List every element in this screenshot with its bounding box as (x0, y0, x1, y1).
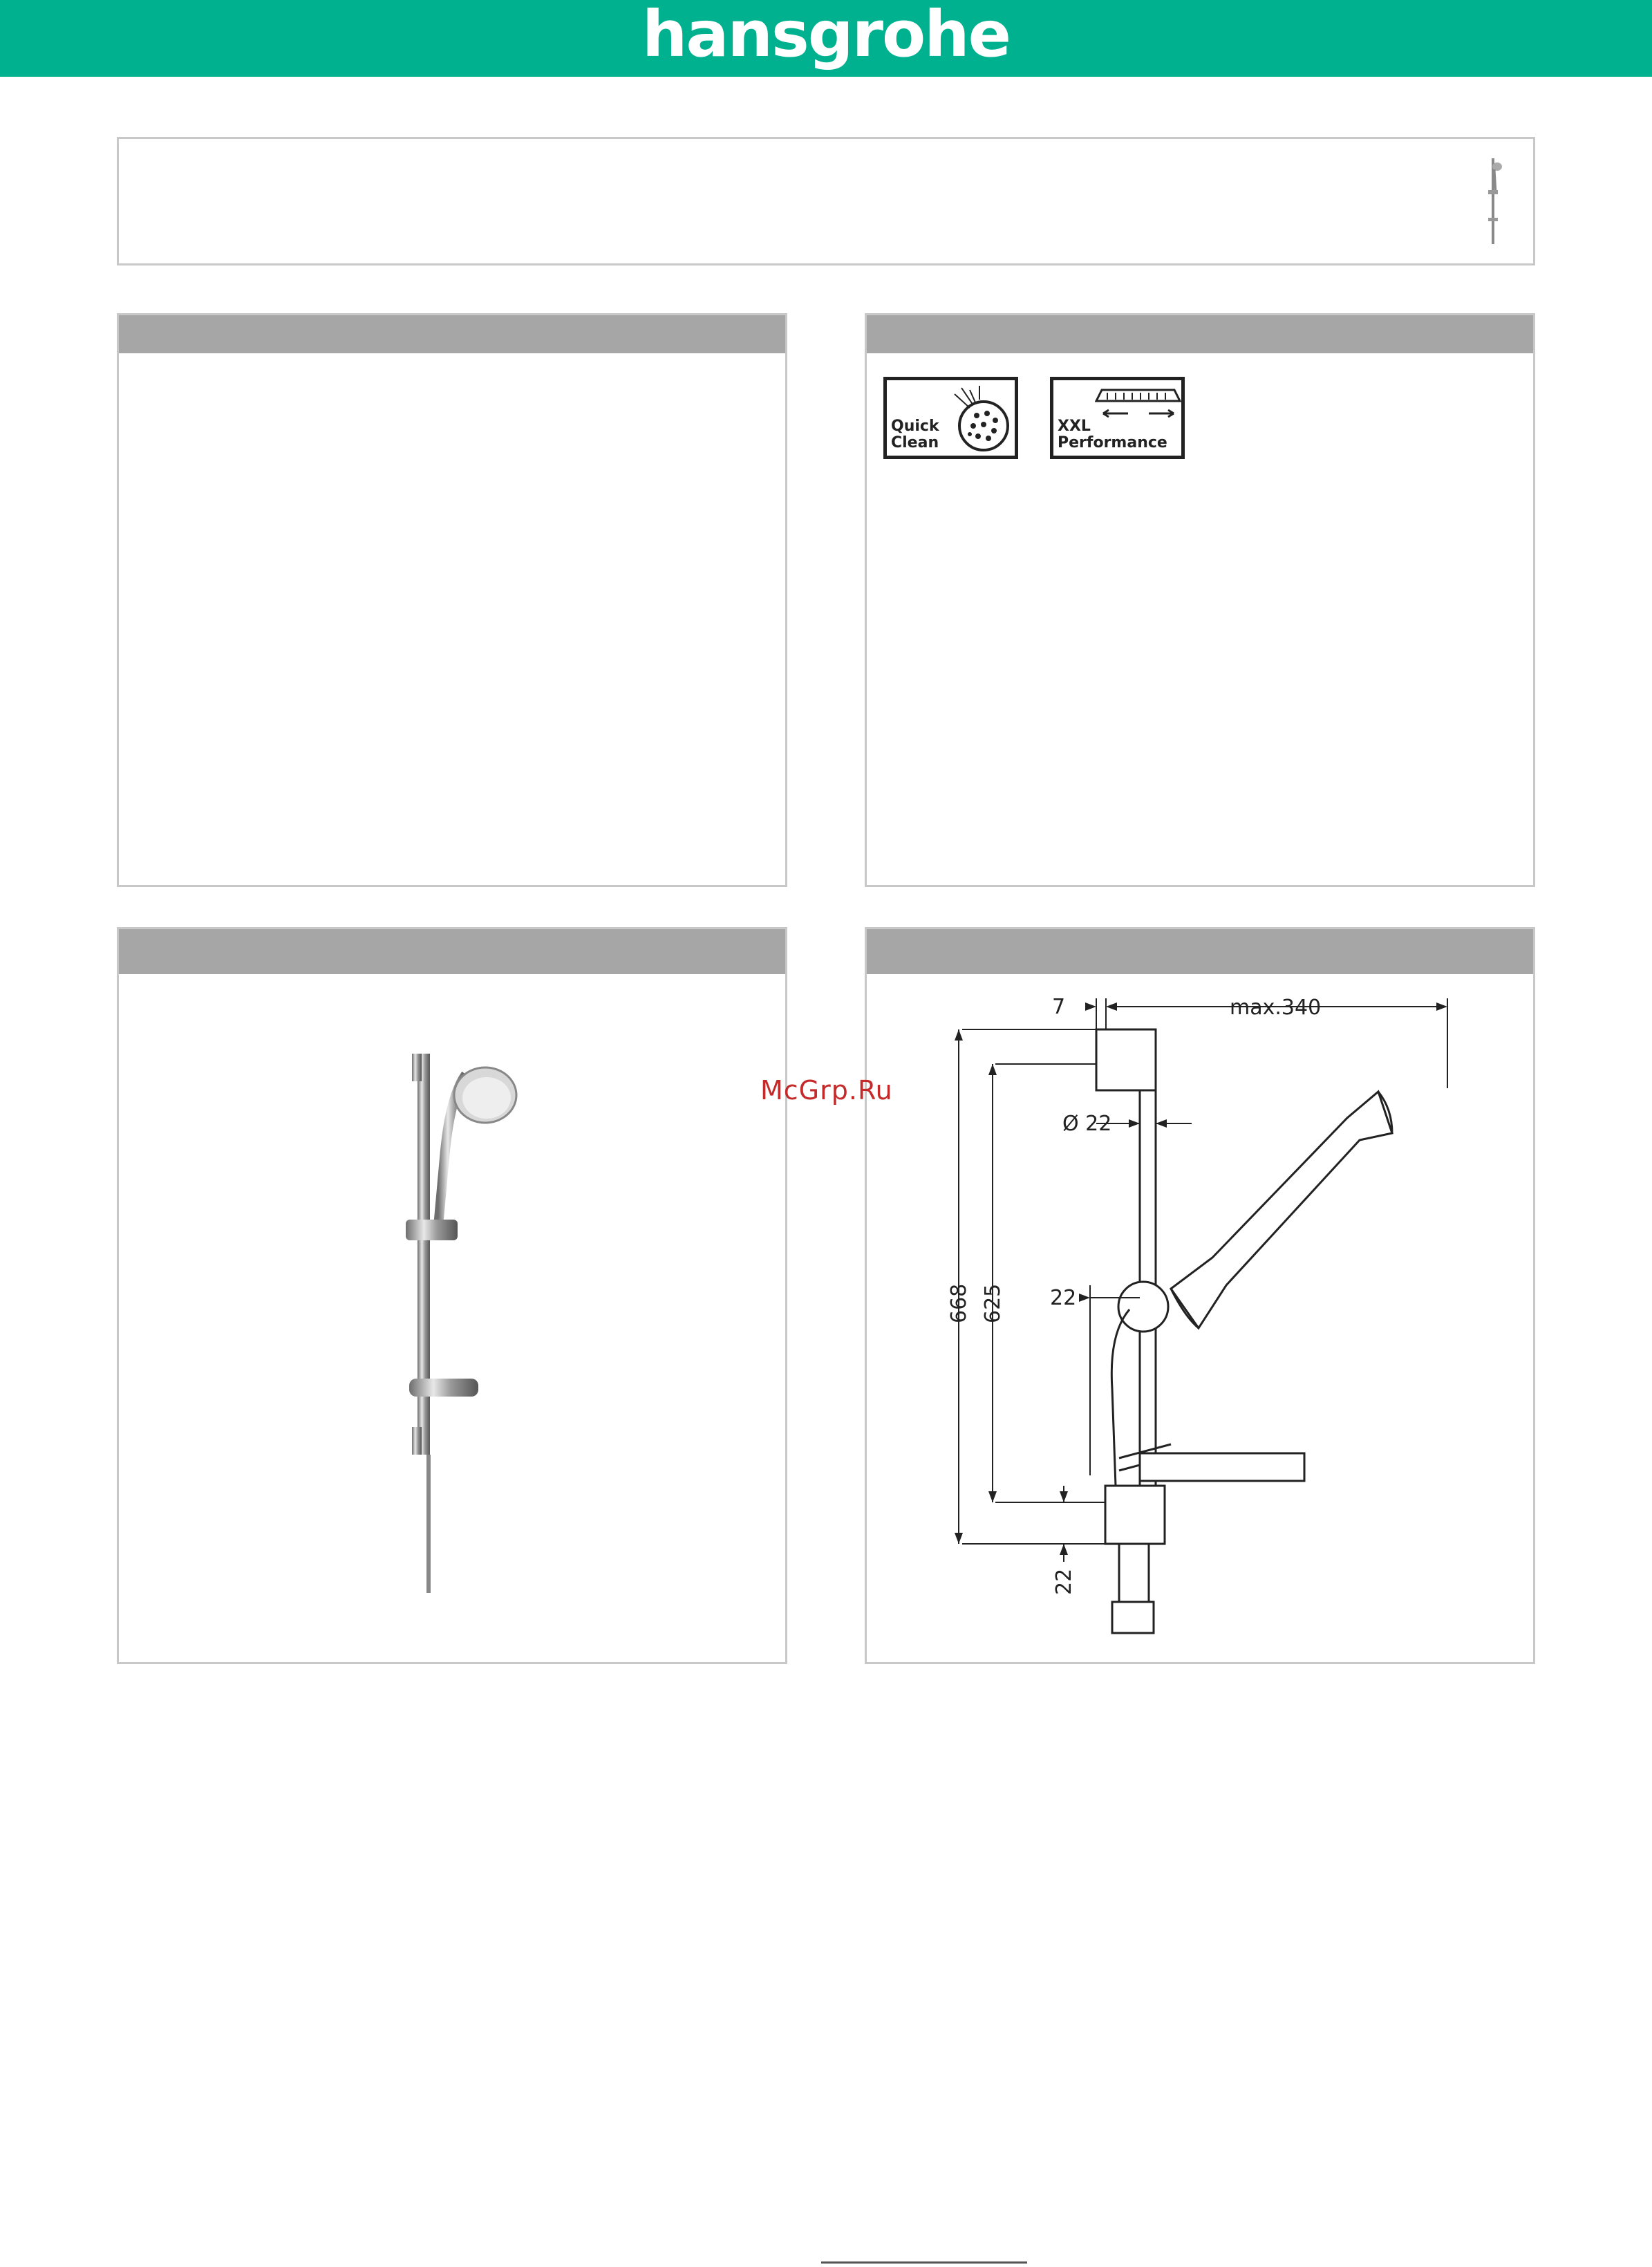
dim-side: 22 (1050, 1286, 1077, 1310)
technical-drawing-panel (865, 927, 1535, 1664)
features-panel (865, 313, 1535, 887)
shower-set-image (382, 1054, 520, 1593)
dim-reach: max.340 (1230, 996, 1322, 1020)
dim-inner-height: 625 (981, 1283, 1005, 1323)
badge-line: Clean (891, 434, 939, 451)
panel-header (119, 315, 785, 353)
footer-rule (821, 2261, 1027, 2264)
xxl-performance-badge (1050, 377, 1185, 459)
dimension-drawing (867, 974, 1533, 1662)
nozzle-icon (949, 384, 1015, 454)
brand-header (0, 0, 1652, 77)
description-panel (117, 313, 787, 887)
badge-line: Quick (891, 418, 939, 435)
panel-header (867, 929, 1533, 974)
showerhead-icon (1095, 386, 1181, 420)
quick-clean-badge (883, 377, 1018, 459)
dim-diameter: Ø 22 (1062, 1112, 1112, 1136)
dim-total-height: 668 (947, 1283, 971, 1323)
brand-logo: hansgrohe (641, 0, 1011, 71)
product-title-box (117, 137, 1535, 265)
product-image-panel (117, 927, 787, 1664)
badge-line: XXL (1058, 418, 1091, 435)
badge-line: Performance (1058, 434, 1167, 451)
panel-header (867, 315, 1533, 353)
panel-header (119, 929, 785, 974)
product-thumbnail (1479, 158, 1507, 244)
watermark: McGrp.Ru (760, 1075, 893, 1105)
dim-bottom: 22 (1052, 1568, 1076, 1595)
dim-offset: 7 (1052, 995, 1066, 1019)
